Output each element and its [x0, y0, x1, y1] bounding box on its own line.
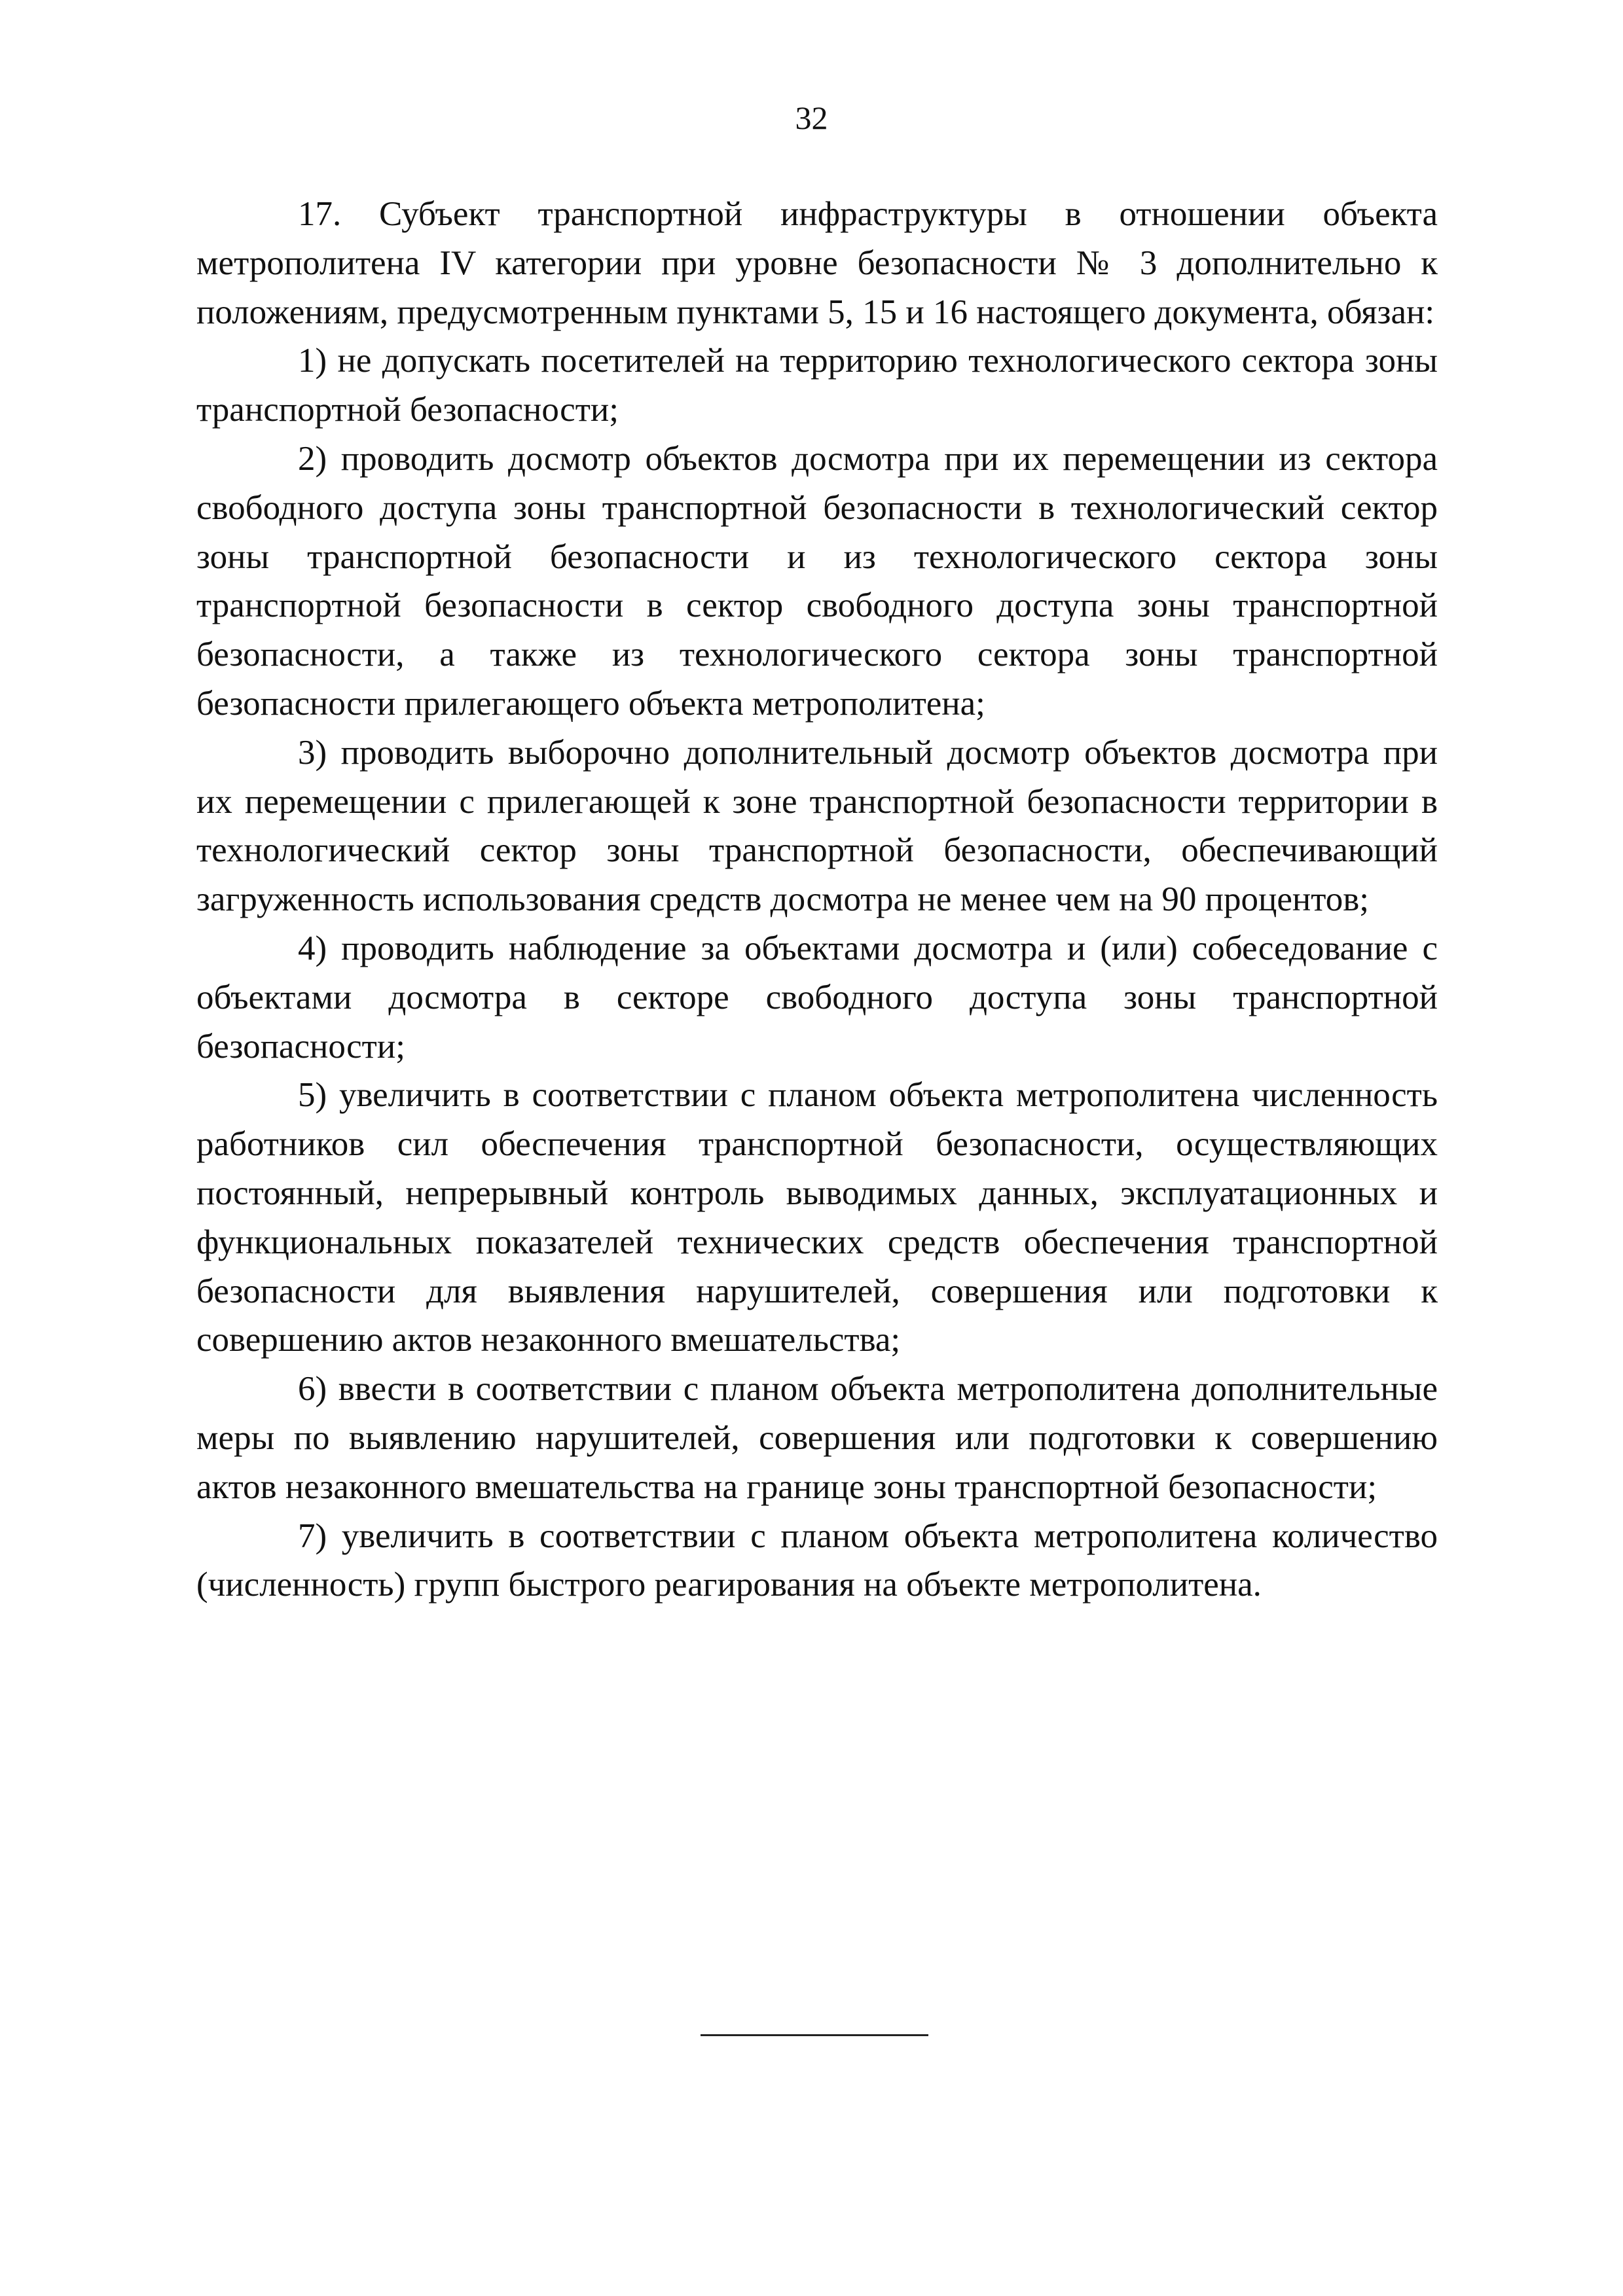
list-item-2: 2) проводить досмотр объектов досмотра при их перемещении из сектора свободного доступа зоны транспортной безопасности в технологический сектор зоны транспортной безопасности и из технологического сектора зоны транспортной безопасности в сектор свободного доступа зоны транспортной безопасности, а также из технологического сектора зоны транспортной безопасности прилегающего объекта метрополитена;	[196, 439, 1438, 723]
document-body	[196, 190, 1438, 1609]
list-item-7: 7) увеличить в соответствии с планом объекта метрополитена количество (численность) групп быстрого реагирования на объекте метрополитена.	[196, 1516, 1438, 1604]
list-item-3: 3) проводить выборочно дополнительный досмотр объектов досмотра при их перемещении с прилегающей к зоне транспортной безопасности территории в технологический сектор зоны транспортной безопасности, обеспечивающий загруженность использования средств досмотра не менее чем на 90 процентов;	[196, 733, 1438, 919]
list-item-6: 6) ввести в соответствии с планом объекта метрополитена дополнительные меры по выявлению нарушителей, совершения или подготовки к совершению актов незаконного вмешательства на границе зоны транспортной безопасности;	[196, 1370, 1438, 1506]
page-number: 32	[795, 99, 828, 136]
list-item-4: 4) проводить наблюдение за объектами досмотра и (или) собеседование с объектами досмотра в секторе свободного доступа зоны транспортной безопасности;	[196, 929, 1438, 1066]
end-separator-line	[701, 2034, 928, 2036]
paragraph-17-intro: 17. Субъект транспортной инфраструктуры в отношении объекта метрополитена IV категории при уровне безопасности № 3 дополнительно к положениям, предусмотренным пунктами 5, 15 и 16 настоящего документа, обязан:	[196, 195, 1438, 331]
list-item-1: 1) не допускать посетителей на территорию технологического сектора зоны транспортной безопасности;	[196, 342, 1438, 429]
list-item-5: 5) увеличить в соответствии с планом объекта метрополитена численность работников сил обеспечения транспортной безопасности, осуществляющих постоянный, непрерывный контроль выводимых данных, эксплуатационных и функциональных показателей технических средств обеспечения транспортной безопасности для выявления нарушителей, совершения или подготовки к совершению актов незаконного вмешательства;	[196, 1076, 1438, 1359]
